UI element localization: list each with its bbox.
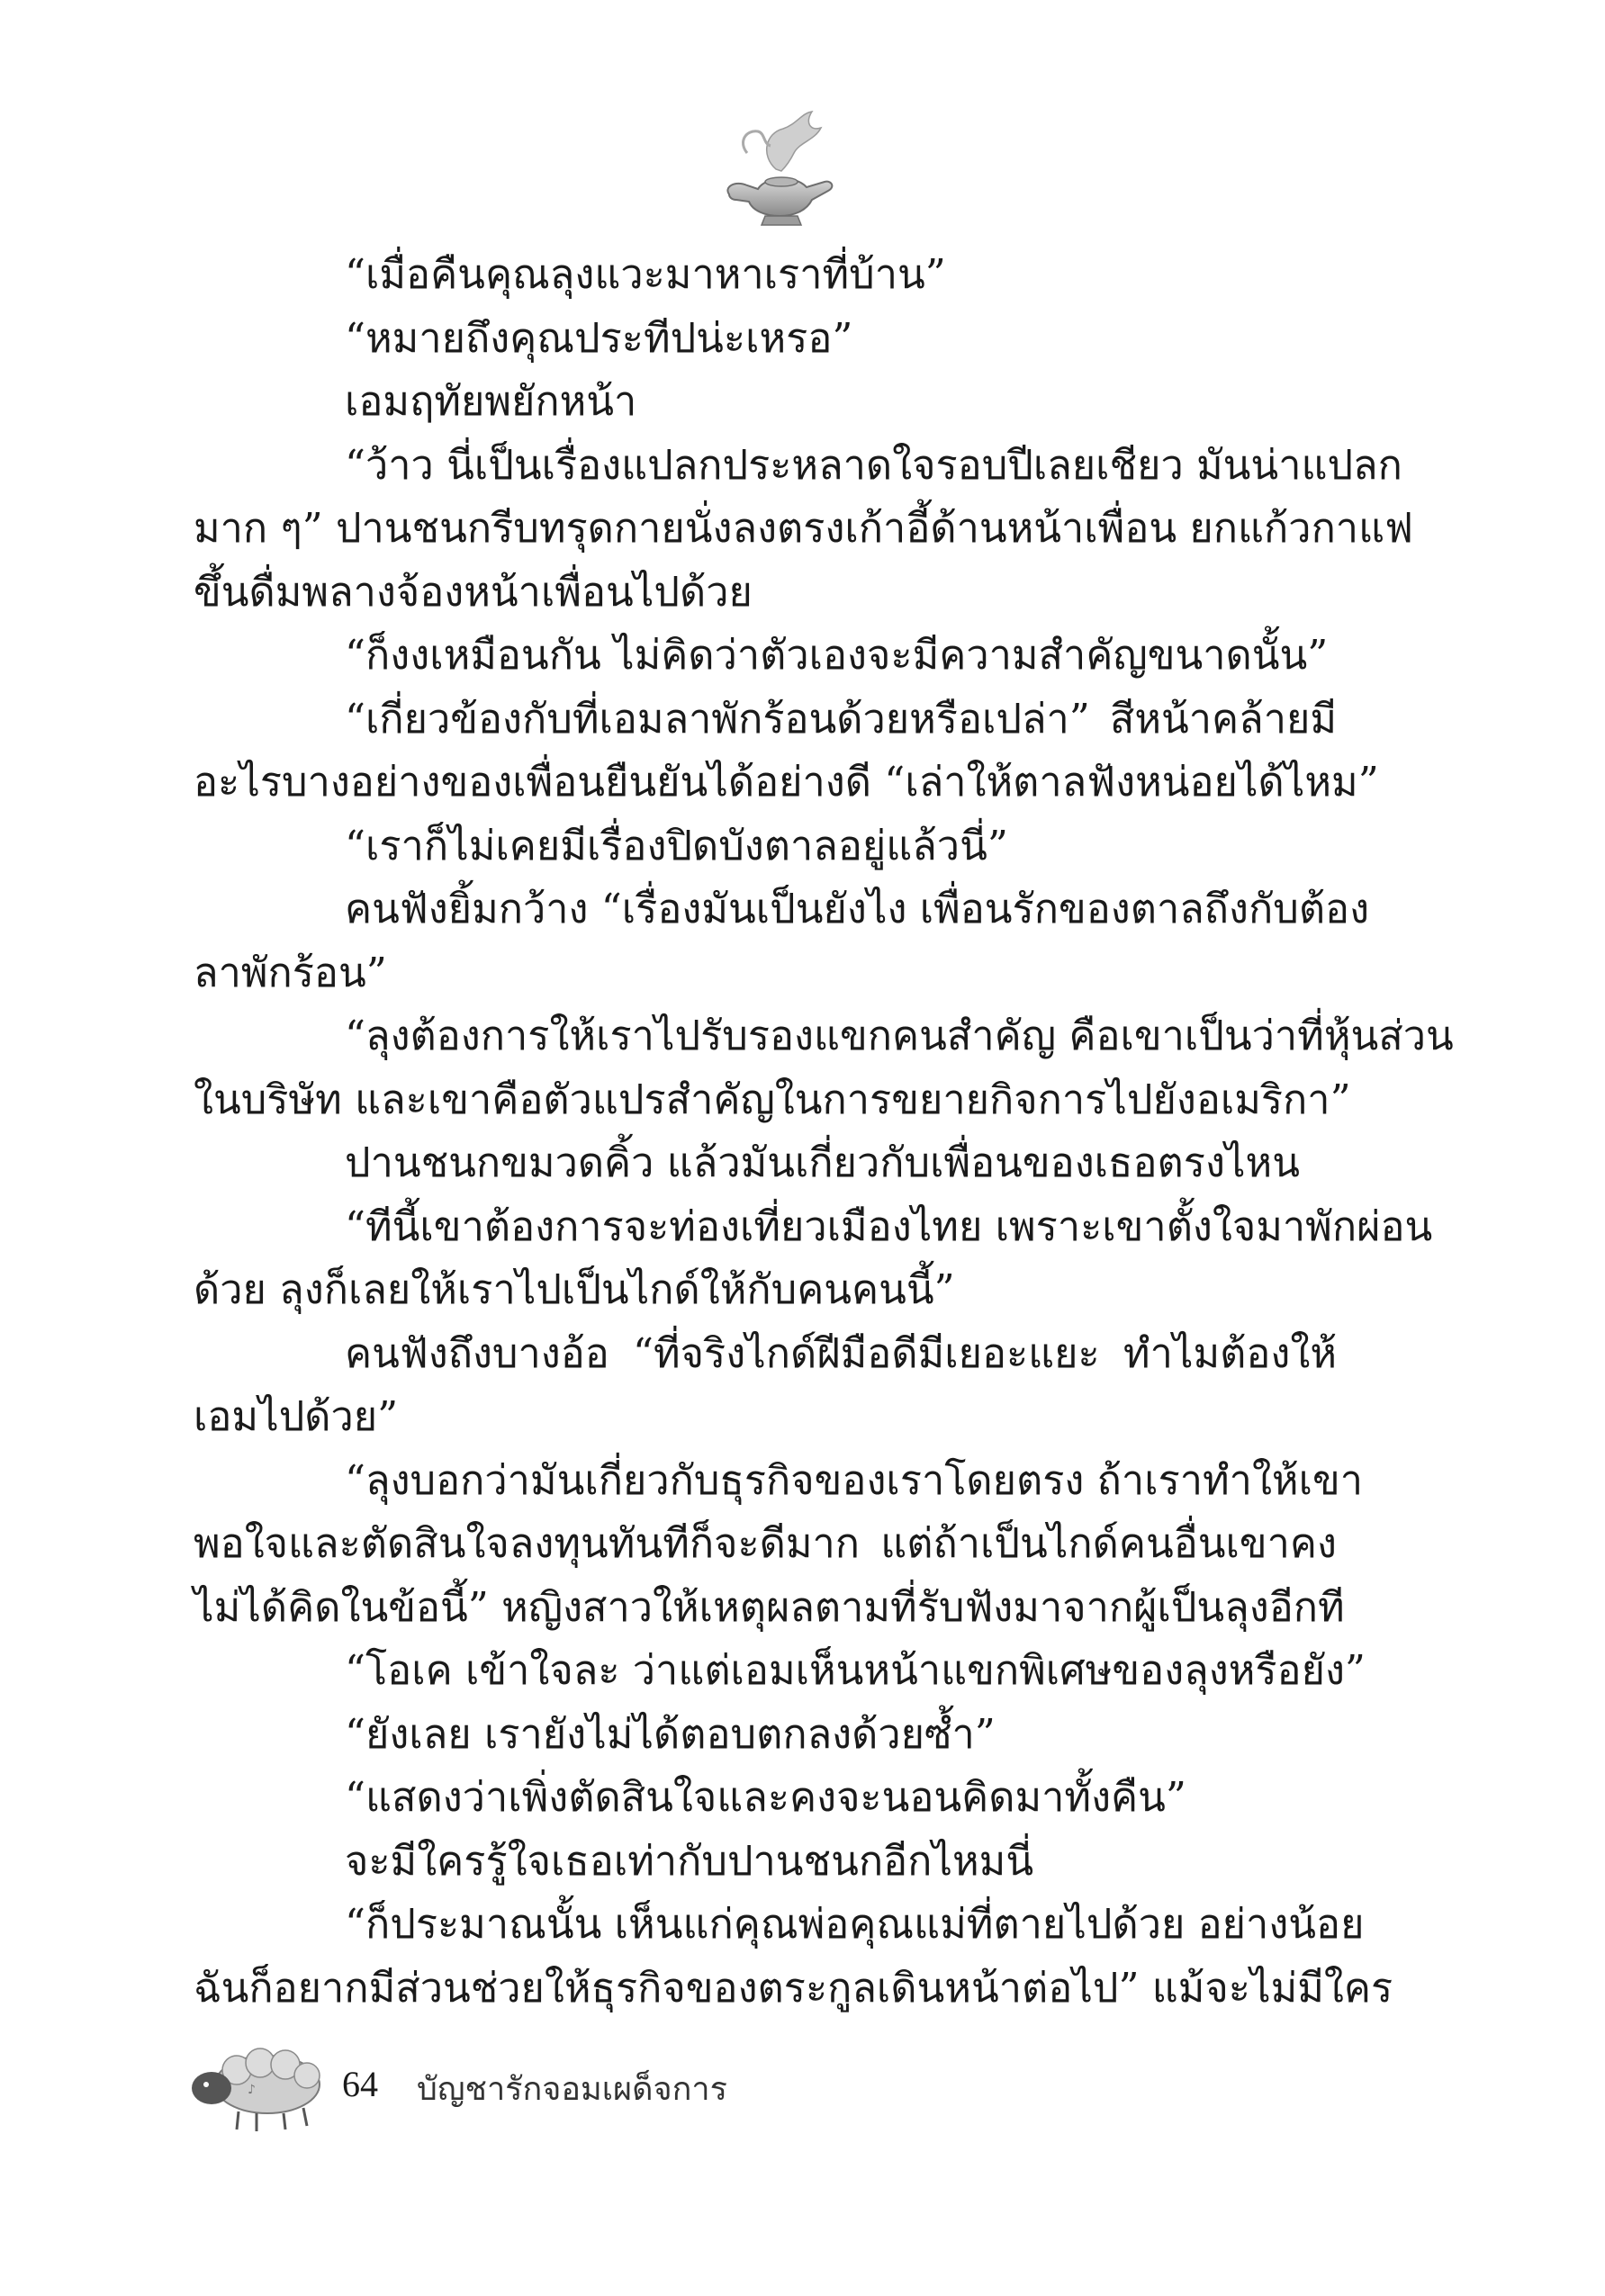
text-line: “ว้าว นี่เป็นเรื่องแปลกประหลาดใจรอบปีเลยเชียว มันน่าแปลก — [345, 440, 1402, 489]
paragraph — [194, 434, 1413, 625]
text-line: เอมฤทัยพยักหน้า — [345, 377, 637, 425]
paragraph — [194, 1322, 1337, 1449]
text-line: “ก็งงเหมือนกัน ไม่คิดว่าตัวเองจะมีความสำคัญขนาดนั้น” — [345, 631, 1329, 679]
paragraph — [194, 1449, 1363, 1640]
book-title: บัญชารักจอมเผด็จการ — [417, 2071, 727, 2108]
text-line: เอมไปด้วย” — [194, 1392, 399, 1440]
paragraph — [194, 1639, 1366, 1703]
paragraph — [194, 243, 1337, 307]
text-line: “ทีนี้เขาต้องการจะท่องเที่ยวเมืองไทย เพราะเขาตั้งใจมาพักผ่อน — [345, 1202, 1433, 1250]
text-line: ฉันก็อยากมีส่วนช่วยให้ธุรกิจของตระกูลเดินหน้าต่อไป” แม้จะไม่มีใคร — [194, 1963, 1393, 2012]
paragraph — [194, 1131, 1337, 1195]
text-line: ลาพักร้อน” — [194, 948, 387, 996]
text-line: “หมายถึงคุณประทีปน่ะเหรอ” — [345, 313, 853, 362]
paragraph — [194, 1893, 1393, 2020]
text-line: “ก็ประมาณนั้น เห็นแก่คุณพ่อคุณแม่ที่ตายไปด้วย อย่างน้อย — [345, 1900, 1365, 1948]
text-line: “โอเค เข้าใจละ ว่าแต่เอมเห็นหน้าแขกพิเศษของลุงหรือยัง” — [345, 1646, 1366, 1694]
paragraph — [194, 307, 1337, 371]
text-line: ไม่ได้คิดในข้อนี้” หญิงสาวให้เหตุผลตามที่รับฟังมาจากผู้เป็นลุงอีกที — [194, 1582, 1345, 1631]
text-line: “เราก็ไม่เคยมีเรื่องปิดบังตาลอยู่แล้วนี่” — [345, 821, 1008, 869]
paragraph — [194, 1195, 1433, 1322]
text-line: อะไรบางอย่างของเพื่อนยืนยันได้อย่างดี “เล่าให้ตาลฟังหน่อยได้ไหม” — [194, 758, 1379, 806]
text-line: มาก ๆ” ปานชนกรีบทรุดกายนั่งลงตรงเก้าอี้ด้านหน้าเพื่อน ยกแก้วกาแฟ — [194, 504, 1413, 552]
text-line: “เมื่อคืนคุณลุงแวะมาหาเราที่บ้าน” — [345, 250, 946, 298]
svg-text:♪: ♪ — [248, 2083, 256, 2097]
text-line: ปานชนกขมวดคิ้ว แล้วมันเกี่ยวกับเพื่อนของเธอตรงไหน — [345, 1139, 1300, 1186]
text-line: “ยังเลย เรายังไม่ได้ตอบตกลงด้วยซ้ำ” — [345, 1709, 996, 1758]
page-footer — [185, 2043, 815, 2133]
paragraph — [194, 624, 1337, 688]
text-line: “ลุงต้องการให้เราไปรับรองแขกคนสำคัญ คือเขาเป็นว่าที่หุ้นส่วน — [345, 1012, 1454, 1059]
page-number: 64 — [342, 2064, 378, 2104]
text-line: พอใจและตัดสินใจลงทุนทันทีก็จะดีมาก แต่ถ้าเป็นไกด์คนอื่นเขาคง — [194, 1519, 1337, 1567]
paragraph — [194, 1830, 1337, 1894]
body-text — [194, 243, 1454, 2020]
paragraph — [194, 1004, 1454, 1131]
text-line: “แสดงว่าเพิ่งตัดสินใจและคงจะนอนคิดมาทั้งคืน” — [345, 1773, 1186, 1821]
text-line: ขึ้นดื่มพลางจ้องหน้าเพื่อนไปด้วย — [194, 567, 753, 616]
text-line: “ลุงบอกว่ามันเกี่ยวกับธุรกิจของเราโดยตรง ถ้าเราทำให้เขา — [345, 1455, 1363, 1504]
paragraph — [194, 370, 1337, 434]
text-line: คนฟังถึงบางอ้อ “ที่จริงไกด์ฝีมือดีมีเยอะแยะ ทำไมต้องให้ — [345, 1328, 1337, 1377]
sheep-icon — [185, 2043, 338, 2133]
text-line: ด้วย ลุงก็เลยให้เราไปเป็นไกด์ให้กับคนคนนี้” — [194, 1265, 955, 1313]
text-line: ในบริษัท และเขาคือตัวแปรสำคัญในการขยายกิจการไปยังอเมริกา” — [194, 1075, 1351, 1123]
paragraph — [194, 1766, 1337, 1830]
text-line: จะมีใครรู้ใจเธอเท่ากับปานชนกอีกไหมนี่ — [345, 1836, 1034, 1885]
paragraph — [194, 815, 1337, 878]
text-line: “เกี่ยวข้องกับที่เอมลาพักร้อนด้วยหรือเปล่า” สีหน้าคล้ายมี — [345, 694, 1337, 743]
paragraph — [194, 688, 1379, 815]
text-line: คนฟังยิ้มกว้าง “เรื่องมันเป็นยังไง เพื่อนรักของตาลถึงกับต้อง — [345, 885, 1370, 932]
paragraph — [194, 1703, 1337, 1767]
genie-lamp-icon — [711, 106, 846, 232]
paragraph — [194, 878, 1370, 1004]
